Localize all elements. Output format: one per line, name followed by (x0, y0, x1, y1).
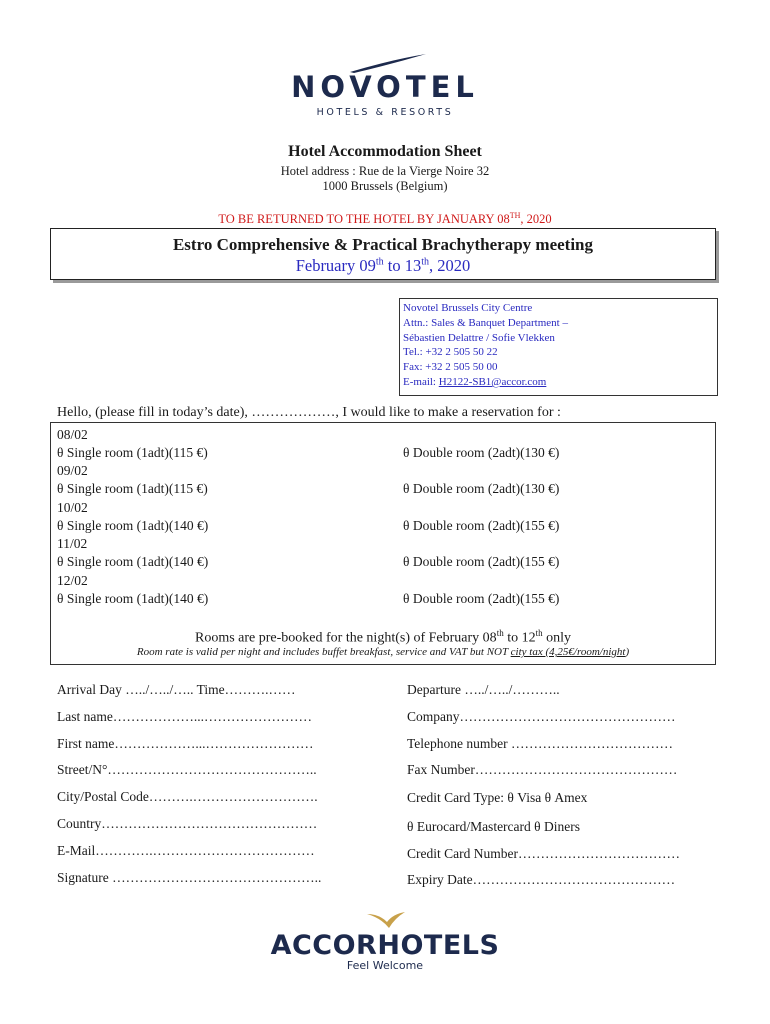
street-field[interactable]: Street/N°……………………………………….. (57, 762, 317, 777)
accorhotels-wordmark: ACCORHOTELS (270, 930, 500, 961)
card-type-euro-diners[interactable]: θ Eurocard/Mastercard θ Diners (407, 819, 580, 834)
hotel-address-line1: Hotel address : Rue de la Vierge Noire 32 (280, 164, 490, 178)
night-date: 11/02 (57, 536, 88, 551)
card-number-field[interactable]: Credit Card Number……………………………… (407, 846, 680, 861)
email-field[interactable]: E-Mail………….……………………………… (57, 843, 315, 858)
novotel-wordmark: NOVOTEL (291, 70, 479, 104)
event-title: Estro Comprehensive & Practical Brachytherapy meeting (172, 235, 594, 254)
country-field[interactable]: Country………………………………………… (57, 816, 318, 831)
page-title: Hotel Accommodation Sheet (288, 143, 482, 160)
contact-attn: Attn.: Sales & Banquet Department – (403, 316, 568, 329)
single-room-option[interactable]: θ Single room (1adt)(140 €) (57, 554, 209, 569)
contact-fax: Fax: +32 2 505 50 00 (403, 361, 498, 374)
contact-hotel: Novotel Brussels City Centre (403, 302, 533, 314)
novotel-tagline: HOTELS & RESORTS (316, 107, 454, 118)
expiry-date-field[interactable]: Expiry Date……………………………………… (407, 872, 676, 887)
accorhotels-logo (0, 908, 770, 972)
first-name-field[interactable]: First name………………...…………………… (57, 736, 314, 751)
company-field[interactable]: Company………………………………………… (407, 709, 676, 724)
accorhotels-tagline: Feel Welcome (346, 959, 424, 972)
night-date: 10/02 (57, 500, 88, 515)
city-postal-field[interactable]: City/Postal Code……….………………………. (57, 789, 318, 804)
hotel-address-line2: 1000 Brussels (Belgium) (322, 179, 448, 193)
fax-field[interactable]: Fax Number……………………………………… (407, 762, 678, 777)
rooms-box (50, 422, 716, 665)
event-box (50, 228, 716, 280)
reservation-intro: Hello, (please fill in today’s date), ………………, I would like to make a reservation for : (57, 405, 561, 420)
double-room-option[interactable]: θ Double room (2adt)(155 €) (403, 518, 560, 533)
return-deadline: TO BE RETURNED TO THE HOTEL BY JANUARY 08TH, 2020 (218, 211, 552, 227)
last-name-field[interactable]: Last name………………...…………………… (57, 709, 312, 724)
night-date: 09/02 (57, 463, 88, 478)
contact-email-row: E-mail: H2122-SB1@accor.com (403, 375, 547, 388)
double-room-option[interactable]: θ Double room (2adt)(130 €) (403, 481, 560, 496)
single-room-option[interactable]: θ Single room (1adt)(140 €) (57, 518, 209, 533)
accor-bird-icon (363, 908, 407, 932)
novotel-logo (0, 52, 770, 118)
double-room-option[interactable]: θ Double room (2adt)(130 €) (403, 445, 560, 460)
contact-email-link[interactable]: H2122-SB1@accor.com (438, 375, 547, 388)
prebooked-note: Rooms are pre-booked for the night(s) of February 08th to 12th only (194, 628, 571, 646)
contact-names: Sébastien Delattre / Sofie Vlekken (403, 331, 555, 344)
telephone-field[interactable]: Telephone number ……………………………… (407, 736, 674, 751)
contact-tel: Tel.: +32 2 505 50 22 (403, 346, 498, 359)
double-room-option[interactable]: θ Double room (2adt)(155 €) (403, 554, 560, 569)
arrival-field[interactable]: Arrival Day …../…../….. Time……….…… (57, 682, 296, 697)
single-room-option[interactable]: θ Single room (1adt)(140 €) (57, 591, 209, 606)
single-room-option[interactable]: θ Single room (1adt)(115 €) (57, 481, 208, 496)
night-date: 12/02 (57, 573, 88, 588)
card-type-visa-amex[interactable]: Credit Card Type: θ Visa θ Amex (407, 790, 588, 805)
departure-field[interactable]: Departure …../…../……….. (407, 682, 560, 697)
room-rate-note: Room rate is valid per night and includes buffet breakfast, service and VAT but NOT city tax (4,25€/room/night) (136, 646, 630, 658)
contact-box (399, 298, 718, 396)
single-room-option[interactable]: θ Single room (1adt)(115 €) (57, 445, 208, 460)
double-room-option[interactable]: θ Double room (2adt)(155 €) (403, 591, 560, 606)
signature-field[interactable]: Signature ……………………………………….. (57, 870, 322, 885)
event-dates: February 09th to 13th, 2020 (295, 256, 471, 275)
night-date: 08/02 (57, 427, 88, 442)
